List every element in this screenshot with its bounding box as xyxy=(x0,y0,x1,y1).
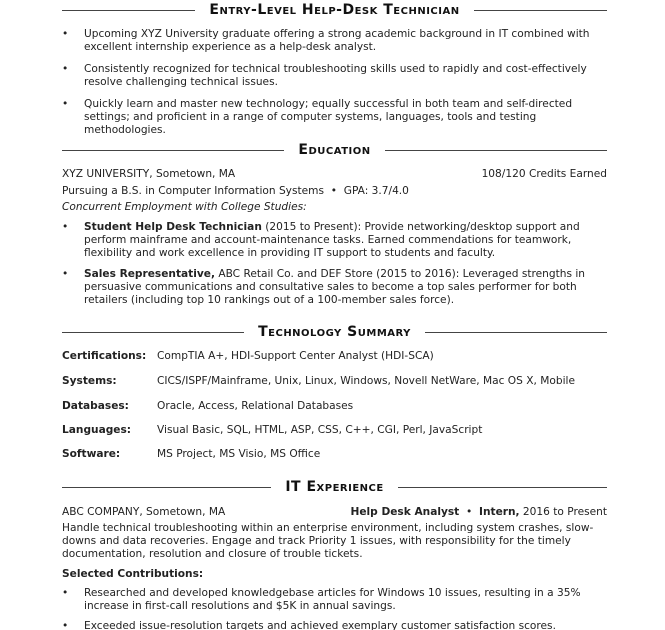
tech-value: CICS/ISPF/Mainframe, Unix, Linux, Windows, Novell NetWare, Mac OS X, Mobile xyxy=(157,375,575,387)
divider xyxy=(425,332,607,333)
degree-line xyxy=(62,185,607,198)
summary-bullet xyxy=(62,63,607,89)
tech-row xyxy=(62,448,607,461)
job-entry xyxy=(84,268,607,307)
summary-heading xyxy=(62,2,607,18)
bullet-icon: • xyxy=(62,98,69,110)
tech-label: Software: xyxy=(62,448,121,460)
divider xyxy=(62,332,244,333)
bullet-icon: • xyxy=(62,63,69,75)
contribution-bullet xyxy=(62,620,607,630)
bullet-separator: • xyxy=(330,185,337,197)
job-text: (2015 to Present): Provide networking/desktop support and perform mainframe and account-maintenance tasks. Earned commendations for teamwork, flexibility and work excellence in providing IT support to students and faculty. xyxy=(84,221,580,259)
tech-row xyxy=(62,424,607,437)
tech-value: Oracle, Access, Relational Databases xyxy=(157,400,354,412)
tech-label: Languages: xyxy=(62,424,132,436)
company: ABC COMPANY, Sometown, MA xyxy=(62,506,226,518)
bullet-icon: • xyxy=(62,28,69,40)
divider xyxy=(62,10,195,11)
job-role: Sales Representative, xyxy=(84,268,215,280)
tech-row xyxy=(62,375,607,388)
bullet-icon: • xyxy=(62,620,69,630)
experience-heading xyxy=(62,479,607,495)
credits: 108/120 Credits Earned xyxy=(481,168,607,180)
tech-label: Systems: xyxy=(62,375,117,387)
summary-bullet xyxy=(62,98,607,137)
summary-title: Entry-Level Help-Desk Technician xyxy=(209,2,460,18)
divider xyxy=(474,10,607,11)
bullet-icon: • xyxy=(62,221,69,233)
concurrent-label: Concurrent Employment with College Studies: xyxy=(62,201,307,213)
bullet-icon: • xyxy=(62,268,69,280)
bullet-text: Exceeded issue-resolution targets and achieved exemplary customer satisfaction scores. xyxy=(84,620,556,630)
experience-title: IT Experience xyxy=(285,479,384,495)
school-line xyxy=(62,168,607,181)
tech-heading xyxy=(62,324,607,340)
position: Help Desk Analyst xyxy=(350,506,460,518)
tech-label: Databases: xyxy=(62,400,129,412)
education-title: Education xyxy=(298,142,371,158)
tech-row xyxy=(62,350,607,363)
tech-value: CompTIA A+, HDI-Support Center Analyst (HDI-SCA) xyxy=(157,350,434,362)
tech-label: Certifications: xyxy=(62,350,147,362)
tech-title: Technology Summary xyxy=(258,324,411,340)
degree: Pursuing a B.S. in Computer Information Systems xyxy=(62,185,324,197)
divider xyxy=(385,150,607,151)
bullet-text: Researched and developed knowledgebase articles for Windows 10 issues, resulting in a 35% increase in first-call resolutions and $5K in annual savings. xyxy=(84,587,581,612)
job-entry xyxy=(84,221,607,260)
bullet-icon: • xyxy=(62,587,69,599)
job-bullet xyxy=(62,221,607,260)
company-line xyxy=(62,506,607,519)
summary-bullet xyxy=(62,28,607,54)
gpa: GPA: 3.7/4.0 xyxy=(343,185,409,197)
tech-value: MS Project, MS Visio, MS Office xyxy=(157,448,321,460)
job-bullet xyxy=(62,268,607,307)
contribution-bullet xyxy=(62,587,607,613)
tech-value: Visual Basic, SQL, HTML, ASP, CSS, C++, CGI, Perl, JavaScript xyxy=(157,424,483,436)
education-heading xyxy=(62,142,607,158)
divider xyxy=(62,487,271,488)
job-type: Intern, xyxy=(479,506,520,518)
job-description: Handle technical troubleshooting within an enterprise environment, including system crashes, slow-downs and data recoveries. Engage and track Priority 1 issues, with responsibility for the timely documentation, resolution and closure of trouble tickets. xyxy=(62,522,594,560)
bullet-text: Consistently recognized for technical troubleshooting skills used to rapidly and cost-effectively resolve challenging technical issues. xyxy=(84,63,587,88)
divider xyxy=(62,150,284,151)
separator: • xyxy=(466,506,473,518)
tech-row xyxy=(62,400,607,413)
school: XYZ UNIVERSITY, Sometown, MA xyxy=(62,168,236,180)
bullet-text: Quickly learn and master new technology; equally successful in both team and self-directed settings; and proficient in a range of computer systems, languages, tools and testing methodologies. xyxy=(84,98,573,136)
bullet-text: Upcoming XYZ University graduate offering a strong academic background in IT combined with excellent internship experience as a help-desk analyst. xyxy=(84,28,590,53)
divider xyxy=(398,487,607,488)
dates: 2016 to Present xyxy=(519,506,607,518)
contributions-label: Selected Contributions: xyxy=(62,568,204,580)
job-role: Student Help Desk Technician xyxy=(84,221,262,233)
position-line xyxy=(350,506,607,519)
job-text: ABC Retail Co. and DEF Store (2015 to 2016): Leveraged strengths in persuasive communications and consultative sales to become a top sales performer for both retailers (including top 10 rankings out of a 100-member sales force). xyxy=(84,268,586,306)
